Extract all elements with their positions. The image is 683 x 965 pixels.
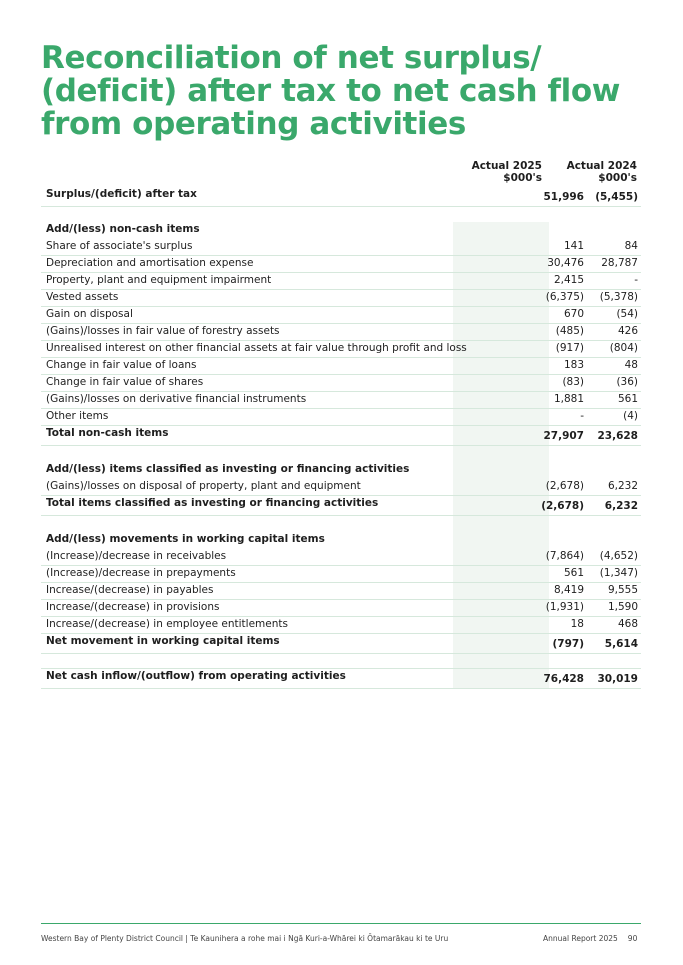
footer-report-title: Annual Report 2025 <box>543 934 618 943</box>
spacer-row <box>41 651 641 669</box>
page-title-line: (deficit) after tax to net cash flow <box>41 73 621 109</box>
table-row: Change in fair value of shares (83) (36) <box>41 374 641 392</box>
surplus-row: Surplus/(deficit) after tax 51,996 (5,455) <box>41 186 641 207</box>
page-number: 90 <box>627 934 638 943</box>
table-row: Change in fair value of loans 183 48 <box>41 357 641 375</box>
table-row: Increase/(decrease) in provisions (1,931) 1,590 <box>41 599 641 617</box>
footer-council-name: Western Bay of Plenty District Council | Te Kaunihera a rohe mai i Ngā Kuri-a-Whārei ki Ōtamarākau ki te Uru <box>41 934 449 943</box>
table-row: Vested assets (6,375) (5,378) <box>41 289 641 307</box>
section-heading-investing: Add/(less) items classified as investing or financing activities <box>46 463 410 475</box>
net-cash-row: Net cash inflow/(outflow) from operating activities 76,428 30,019 <box>41 668 641 689</box>
footer-divider <box>41 923 641 924</box>
column-header-actual-2025: Actual 2025 $000's <box>471 160 542 184</box>
footer-report-info <box>543 934 637 943</box>
page-title-line: from operating activities <box>41 106 466 142</box>
table-row: Gain on disposal 670 (54) <box>41 306 641 324</box>
column-header-actual-2024: Actual 2024 $000's <box>566 160 637 184</box>
table-row: (Increase)/decrease in prepayments 561 (1,347) <box>41 565 641 583</box>
total-row-investing: Total items classified as investing or financing activities (2,678) 6,232 <box>41 495 641 516</box>
table-row: (Gains)/losses on derivative financial instruments 1,881 561 <box>41 391 641 409</box>
table-row: (Gains)/losses on disposal of property, plant and equipment (2,678) 6,232 <box>41 478 641 496</box>
section-heading-working-capital: Add/(less) movements in working capital items <box>46 533 325 545</box>
page-title <box>41 42 651 141</box>
table-row: Increase/(decrease) in payables 8,419 9,555 <box>41 582 641 600</box>
total-row-working-capital: Net movement in working capital items (797) 5,614 <box>41 633 641 654</box>
table-row: Other items - (4) <box>41 408 641 426</box>
page-title-line: Reconciliation of net surplus/ <box>41 40 542 76</box>
table-row: Depreciation and amortisation expense 30,476 28,787 <box>41 255 641 273</box>
table-row: (Increase)/decrease in receivables (7,864) (4,652) <box>41 548 641 566</box>
table-row: Share of associate's surplus 141 84 <box>41 238 641 256</box>
total-row-non-cash: Total non-cash items 27,907 23,628 <box>41 425 641 446</box>
table-row: Property, plant and equipment impairment 2,415 - <box>41 272 641 290</box>
table-row: Increase/(decrease) in employee entitlements 18 468 <box>41 616 641 634</box>
section-heading-non-cash: Add/(less) non-cash items <box>46 223 200 235</box>
table-row: (Gains)/losses in fair value of forestry assets (485) 426 <box>41 323 641 341</box>
table-row: Unrealised interest on other financial assets at fair value through profit and loss (917) (804) <box>41 340 641 358</box>
